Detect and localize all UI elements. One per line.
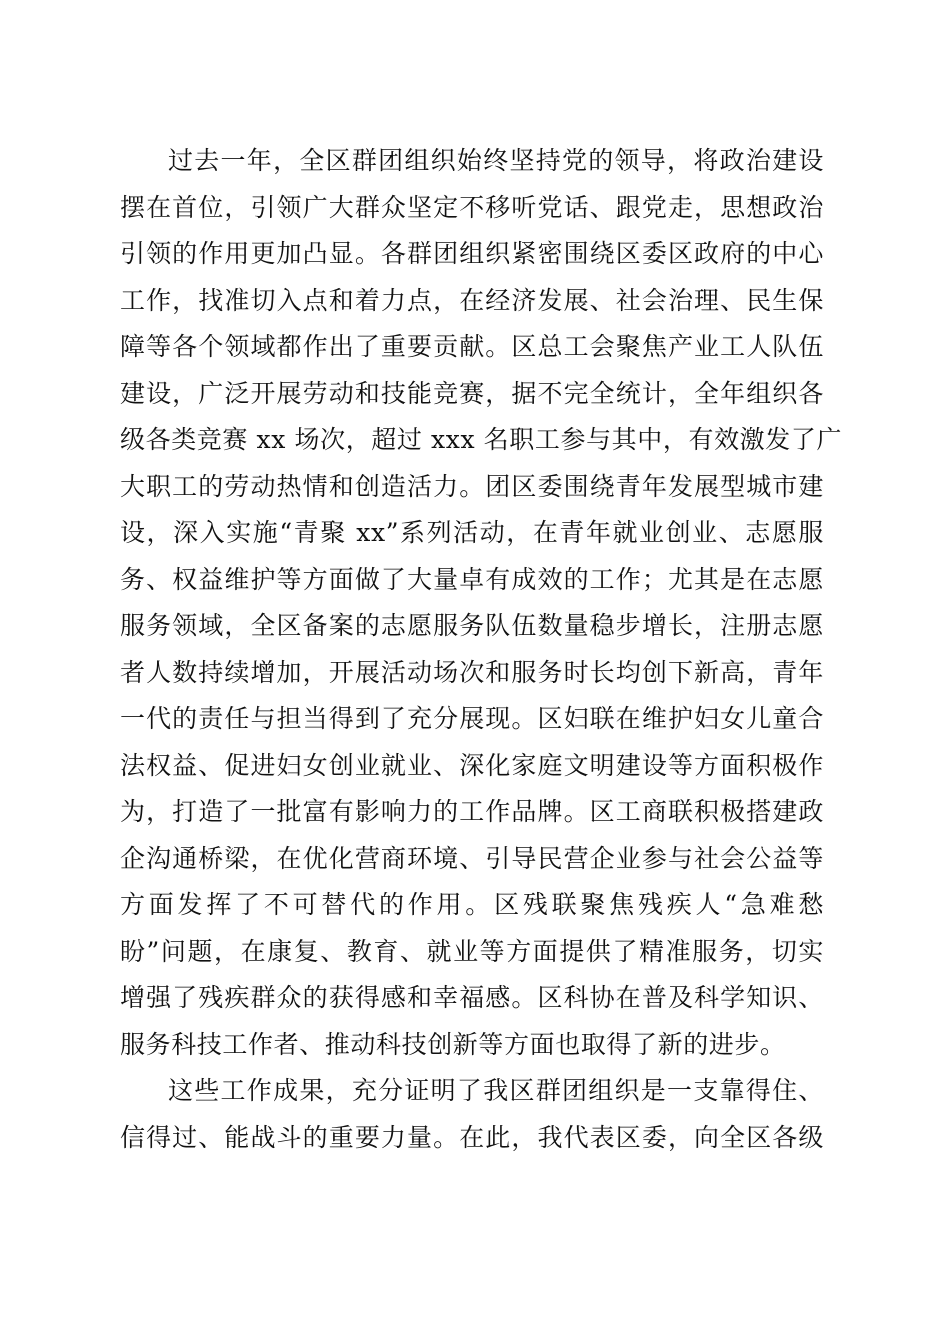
paragraph-line: 摆在首位，引领广大群众坚定不移听党话、跟党走，思想政治 [120, 192, 824, 222]
paragraph-line: 务、权益维护等方面做了大量卓有成效的工作；尤其是在志愿 [120, 564, 824, 594]
paragraph-line: 服务科技工作者、推动科技创新等方面也取得了新的进步。 [120, 1029, 786, 1059]
paragraph-line: 增强了残疾群众的获得感和幸福感。区科协在普及科学知识、 [120, 983, 824, 1012]
paragraph-line: 工作，找准切入点和着力点，在经济发展、社会治理、民生保 [120, 285, 824, 315]
paragraph-line: 法权益、促进妇女创业就业、深化家庭文明建设等方面积极作 [120, 750, 824, 780]
paragraph-line: 信得过、能战斗的重要力量。在此，我代表区委，向全区各级 [120, 1122, 824, 1152]
paragraph-2 [120, 1068, 824, 1161]
paragraph-line: 引领的作用更加凸显。各群团组织紧密围绕区委区政府的中心 [120, 239, 824, 268]
paragraph-line: 级各类竞赛 xx 场次，超过 xxx 名职工参与其中，有效激发了广 [120, 425, 843, 454]
paragraph-line: 盼”问题，在康复、教育、就业等方面提供了精准服务，切实 [120, 936, 824, 966]
paragraph-line: 这些工作成果，充分证明了我区群团组织是一支靠得住、 [168, 1076, 824, 1105]
paragraph-line: 企沟通桥梁，在优化营商环境、引导民营企业参与社会公益等 [120, 843, 824, 873]
paragraph-line: 障等各个领域都作出了重要贡献。区总工会聚焦产业工人队伍 [120, 332, 824, 361]
paragraph-line: 设，深入实施“青聚 xx”系列活动，在青年就业创业、志愿服 [120, 518, 824, 547]
paragraph-line: 一代的责任与担当得到了充分展现。区妇联在维护妇女儿童合 [120, 704, 824, 733]
paragraph-line: 过去一年，全区群团组织始终坚持党的领导，将政治建设 [168, 146, 824, 175]
paragraph-1 [120, 138, 843, 1068]
paragraph-line: 为，打造了一批富有影响力的工作品牌。区工商联积极搭建政 [120, 797, 824, 826]
paragraph-line: 服务领域，全区备案的志愿服务队伍数量稳步增长，注册志愿 [120, 611, 824, 640]
paragraph-line: 建设，广泛开展劳动和技能竞赛，据不完全统计，全年组织各 [120, 378, 824, 408]
paragraph-line: 大职工的劳动热情和创造活力。团区委围绕青年发展型城市建 [120, 471, 824, 501]
paragraph-line: 者人数持续增加，开展活动场次和服务时长均创下新高，青年 [120, 657, 824, 687]
paragraph-line: 方面发挥了不可替代的作用。区残联聚焦残疾人“急难愁 [120, 890, 824, 919]
document-body [120, 138, 843, 1161]
